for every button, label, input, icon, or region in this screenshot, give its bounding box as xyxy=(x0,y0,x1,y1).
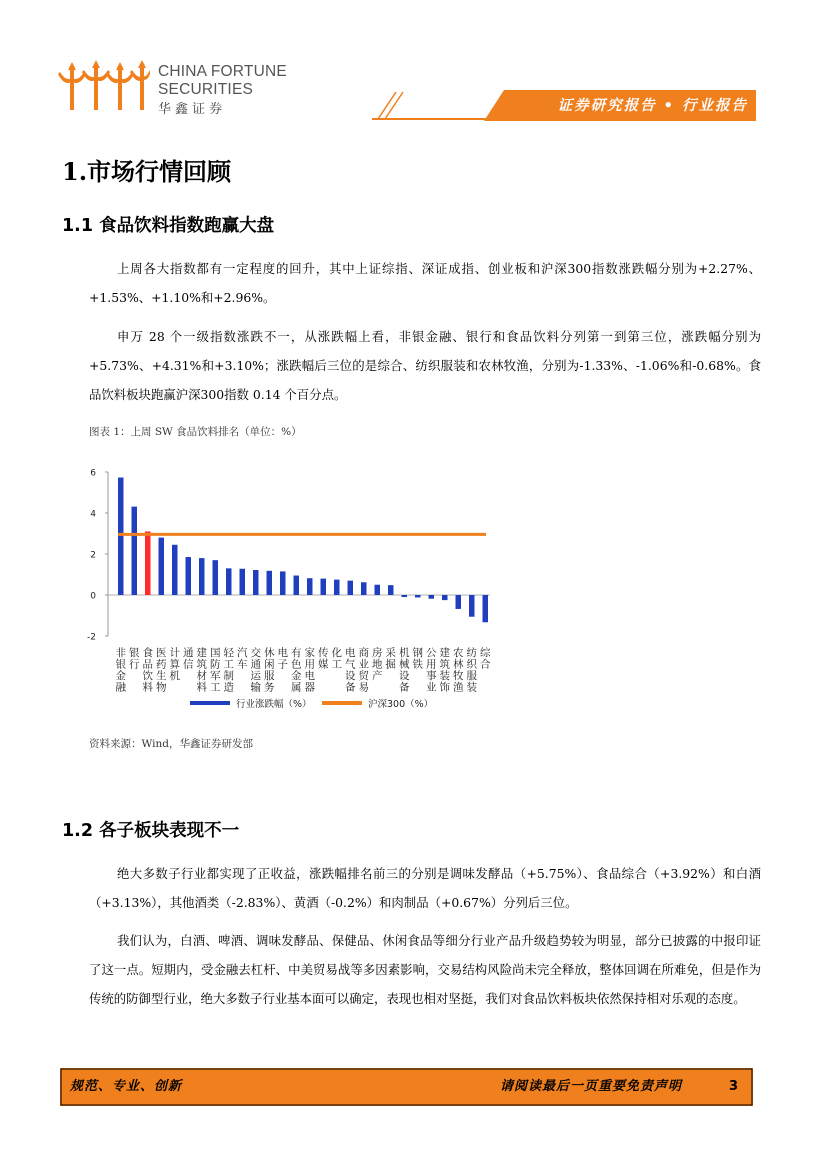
category-label-char: 属 xyxy=(291,681,302,694)
industry-return-chart xyxy=(70,460,510,730)
brand-block xyxy=(158,63,287,118)
y-tick-label: 6 xyxy=(90,468,96,479)
category-label-char: 服 xyxy=(264,670,275,682)
category-label-char: 工 xyxy=(223,658,234,671)
category-label-char: 饰 xyxy=(439,681,450,694)
category-label-char: 造 xyxy=(223,681,234,694)
legend-swatch-hs300 xyxy=(322,701,362,705)
legend-swatch-industry xyxy=(190,701,230,705)
category-label-char: 子 xyxy=(277,658,288,671)
category-label-char: 建 xyxy=(439,647,450,659)
bar-19 xyxy=(361,582,367,595)
figure-caption: 图表 1：上周 SW 食品饮料排名（单位：%） xyxy=(89,426,302,438)
bar-22 xyxy=(402,595,408,597)
category-label-char: 公 xyxy=(426,647,437,659)
bar-3 xyxy=(145,531,151,595)
category-label-char: 掘 xyxy=(385,658,396,671)
category-label-char: 房 xyxy=(372,647,383,659)
category-label-char: 医 xyxy=(156,647,167,659)
y-tick-label: 4 xyxy=(90,509,96,520)
category-label-char: 地 xyxy=(372,658,383,671)
bar-20 xyxy=(375,585,381,595)
category-label-char: 筑 xyxy=(196,658,207,671)
category-label-char: 行 xyxy=(129,658,140,671)
category-label-char: 生 xyxy=(156,670,167,682)
company-logo xyxy=(58,56,150,116)
category-label-char: 装 xyxy=(466,681,477,694)
bar-4 xyxy=(159,538,165,595)
bar-12 xyxy=(267,571,273,595)
category-label-char: 电 xyxy=(345,647,356,659)
report-type-label: 证券研究报告 • 行业报告 xyxy=(557,97,748,114)
section-title: 1.市场行情回顾 xyxy=(62,157,232,186)
category-label-char: 电 xyxy=(304,670,315,682)
bar-1 xyxy=(118,478,124,595)
category-label-char: 装 xyxy=(439,670,450,682)
page-number: 3 xyxy=(729,1079,739,1094)
brand-name-line1: CHINA FORTUNE xyxy=(158,63,287,80)
footer-slogan: 规范、专业、创新 xyxy=(70,1079,183,1094)
paragraph-1-2-b: 我们认为，白酒、啤酒、调味发酵品、保健品、休闲食品等细分行业产品升级趋势较为明显，部分已披露的中报印证了这一点。短期内，受金融去杠杆、中美贸易战等多因素影响，交易结构风险尚未完全释放，整体回调在所难免，但是作为传统的防御型行业，绝大多数子行业基本面可以确定，表现也相对坚挺，我们对食品饮料板块依然保持相对乐观的态度。 xyxy=(89,933,761,1006)
category-label-char: 钢 xyxy=(412,647,423,659)
bar-28 xyxy=(483,595,489,622)
category-label-char: 气 xyxy=(345,658,356,671)
bar-13 xyxy=(280,571,286,595)
bar-7 xyxy=(199,558,205,595)
category-label-char: 家 xyxy=(304,647,315,659)
legend-label-industry: 行业涨跌幅（%） xyxy=(236,699,312,710)
bar-5 xyxy=(172,545,178,595)
category-label-char: 料 xyxy=(142,681,153,694)
category-label-char: 工 xyxy=(331,658,342,671)
category-label-char: 械 xyxy=(399,658,410,671)
category-label-char: 牧 xyxy=(453,670,464,682)
category-label-char: 闲 xyxy=(264,658,275,671)
subsection-title-1-2: 1.2 各子板块表现不一 xyxy=(62,821,240,841)
category-label-char: 非 xyxy=(115,647,126,659)
category-label-char: 采 xyxy=(385,647,396,659)
bar-8 xyxy=(213,560,219,595)
category-label-char: 服 xyxy=(466,670,477,682)
category-label-char: 料 xyxy=(196,681,207,694)
bar-17 xyxy=(334,580,340,595)
paragraph-1-1-b: 申万 28 个一级指数涨跌不一，从涨跌幅上看，非银金融、银行和食品饮料分列第一到第三位，涨跌幅分别为+5.73%、+4.31%和+3.10%；涨跌幅后三位的是综合、纺织服装和农林牧渔，分别为-1.33%、-1.06%和-0.68%。食品饮料板块跑赢沪深300指数 0.14 个百分点。 xyxy=(89,329,761,402)
category-label-char: 事 xyxy=(426,670,437,682)
category-label-char: 商 xyxy=(358,647,369,659)
bar-21 xyxy=(388,585,394,595)
category-label-char: 工 xyxy=(210,681,221,694)
category-label-char: 色 xyxy=(291,658,302,671)
y-tick-label: -2 xyxy=(87,632,96,643)
category-label-char: 织 xyxy=(466,658,477,671)
bar-25 xyxy=(442,595,448,600)
subsection-title-1-1: 1.1 食品饮料指数跑赢大盘 xyxy=(62,216,275,236)
category-label-char: 汽 xyxy=(237,647,248,659)
category-label-char: 器 xyxy=(304,681,315,694)
paragraph-1-2-a: 绝大多数子行业都实现了正收益，涨跌幅排名前三的分别是调味发酵品（+5.75%）、食品综合（+3.92%）和白酒（+3.13%），其他酒类（-2.83%）、黄酒（-0.2%）和肉制品（+0.67%）分列后三位。 xyxy=(89,866,761,910)
category-label-char: 化 xyxy=(331,647,342,659)
category-label-char: 融 xyxy=(115,681,126,694)
category-label-char: 备 xyxy=(345,681,356,694)
category-label-char: 传 xyxy=(318,647,329,659)
category-label-char: 贸 xyxy=(358,670,369,682)
category-label-char: 算 xyxy=(169,658,180,671)
category-label-char: 合 xyxy=(480,658,491,671)
category-label-char: 产 xyxy=(372,670,383,682)
category-label-char: 休 xyxy=(264,647,275,659)
category-label-char: 金 xyxy=(291,670,302,682)
category-label-char: 林 xyxy=(453,658,464,671)
category-label-char: 业 xyxy=(358,658,369,671)
bar-15 xyxy=(307,578,313,595)
brand-name-cn: 华鑫证券 xyxy=(158,101,227,116)
category-label-char: 通 xyxy=(250,658,261,671)
category-label-char: 轻 xyxy=(223,647,234,659)
bar-24 xyxy=(429,595,435,599)
bar-6 xyxy=(186,557,192,595)
bar-26 xyxy=(456,595,462,609)
bar-16 xyxy=(321,579,327,595)
category-label-char: 制 xyxy=(223,670,234,682)
category-label-char: 设 xyxy=(345,670,356,682)
category-label-char: 渔 xyxy=(453,681,464,694)
bar-23 xyxy=(415,595,421,597)
category-label-char: 物 xyxy=(156,681,167,694)
bar-14 xyxy=(294,576,300,595)
bar-18 xyxy=(348,581,354,595)
category-label-char: 用 xyxy=(304,658,315,671)
legend-label-hs300: 沪深300（%） xyxy=(368,699,434,710)
bar-11 xyxy=(253,570,259,595)
category-label-char: 机 xyxy=(169,670,180,682)
category-label-char: 纺 xyxy=(466,647,477,659)
y-tick-label: 2 xyxy=(90,550,96,561)
category-label-char: 食 xyxy=(142,647,153,659)
category-label-char: 银 xyxy=(115,658,126,671)
category-label-char: 备 xyxy=(399,681,410,694)
bar-2 xyxy=(132,507,138,595)
y-tick-label: 0 xyxy=(90,591,96,602)
category-label-char: 易 xyxy=(358,681,369,694)
category-label-char: 国 xyxy=(210,647,221,659)
category-label-char: 运 xyxy=(250,670,261,682)
paragraph-1-1-a: 上周各大指数都有一定程度的回升，其中上证综指、深证成指、创业板和沪深300指数涨跌幅分别为+2.27%、+1.53%、+1.10%和+2.96%。 xyxy=(89,261,761,305)
category-label-char: 农 xyxy=(453,647,464,659)
bar-10 xyxy=(240,569,246,595)
category-label-char: 综 xyxy=(480,647,491,659)
category-label-char: 信 xyxy=(183,658,194,671)
category-label-char: 通 xyxy=(183,647,194,659)
figure-source: 资料来源：Wind，华鑫证券研发部 xyxy=(89,738,253,750)
category-label-char: 筑 xyxy=(439,658,450,671)
brand-name-line2: SECURITIES xyxy=(158,81,254,98)
category-label-char: 用 xyxy=(426,658,437,671)
category-label-char: 药 xyxy=(156,658,167,671)
category-label-char: 防 xyxy=(210,658,221,671)
category-label-char: 有 xyxy=(291,647,302,659)
category-label-char: 计 xyxy=(169,647,180,659)
category-label-char: 机 xyxy=(399,647,410,659)
category-label-char: 媒 xyxy=(318,658,329,671)
category-label-char: 饮 xyxy=(142,670,153,682)
category-label-char: 材 xyxy=(196,670,207,682)
bar-9 xyxy=(226,568,232,595)
category-label-char: 金 xyxy=(115,670,126,682)
bar-27 xyxy=(469,595,475,617)
category-label-char: 车 xyxy=(237,658,248,671)
footer-disclaimer-note: 请阅读最后一页重要免责声明 xyxy=(500,1079,683,1094)
category-label-char: 电 xyxy=(277,647,288,659)
category-label-char: 设 xyxy=(399,670,410,682)
category-label-char: 务 xyxy=(264,681,275,694)
category-label-char: 铁 xyxy=(412,658,423,671)
category-label-char: 银 xyxy=(129,647,140,659)
category-label-char: 品 xyxy=(142,658,153,671)
category-label-char: 军 xyxy=(210,670,221,682)
category-label-char: 建 xyxy=(196,647,207,659)
category-label-char: 业 xyxy=(426,681,437,694)
category-label-char: 交 xyxy=(250,647,261,659)
category-label-char: 输 xyxy=(250,681,261,694)
